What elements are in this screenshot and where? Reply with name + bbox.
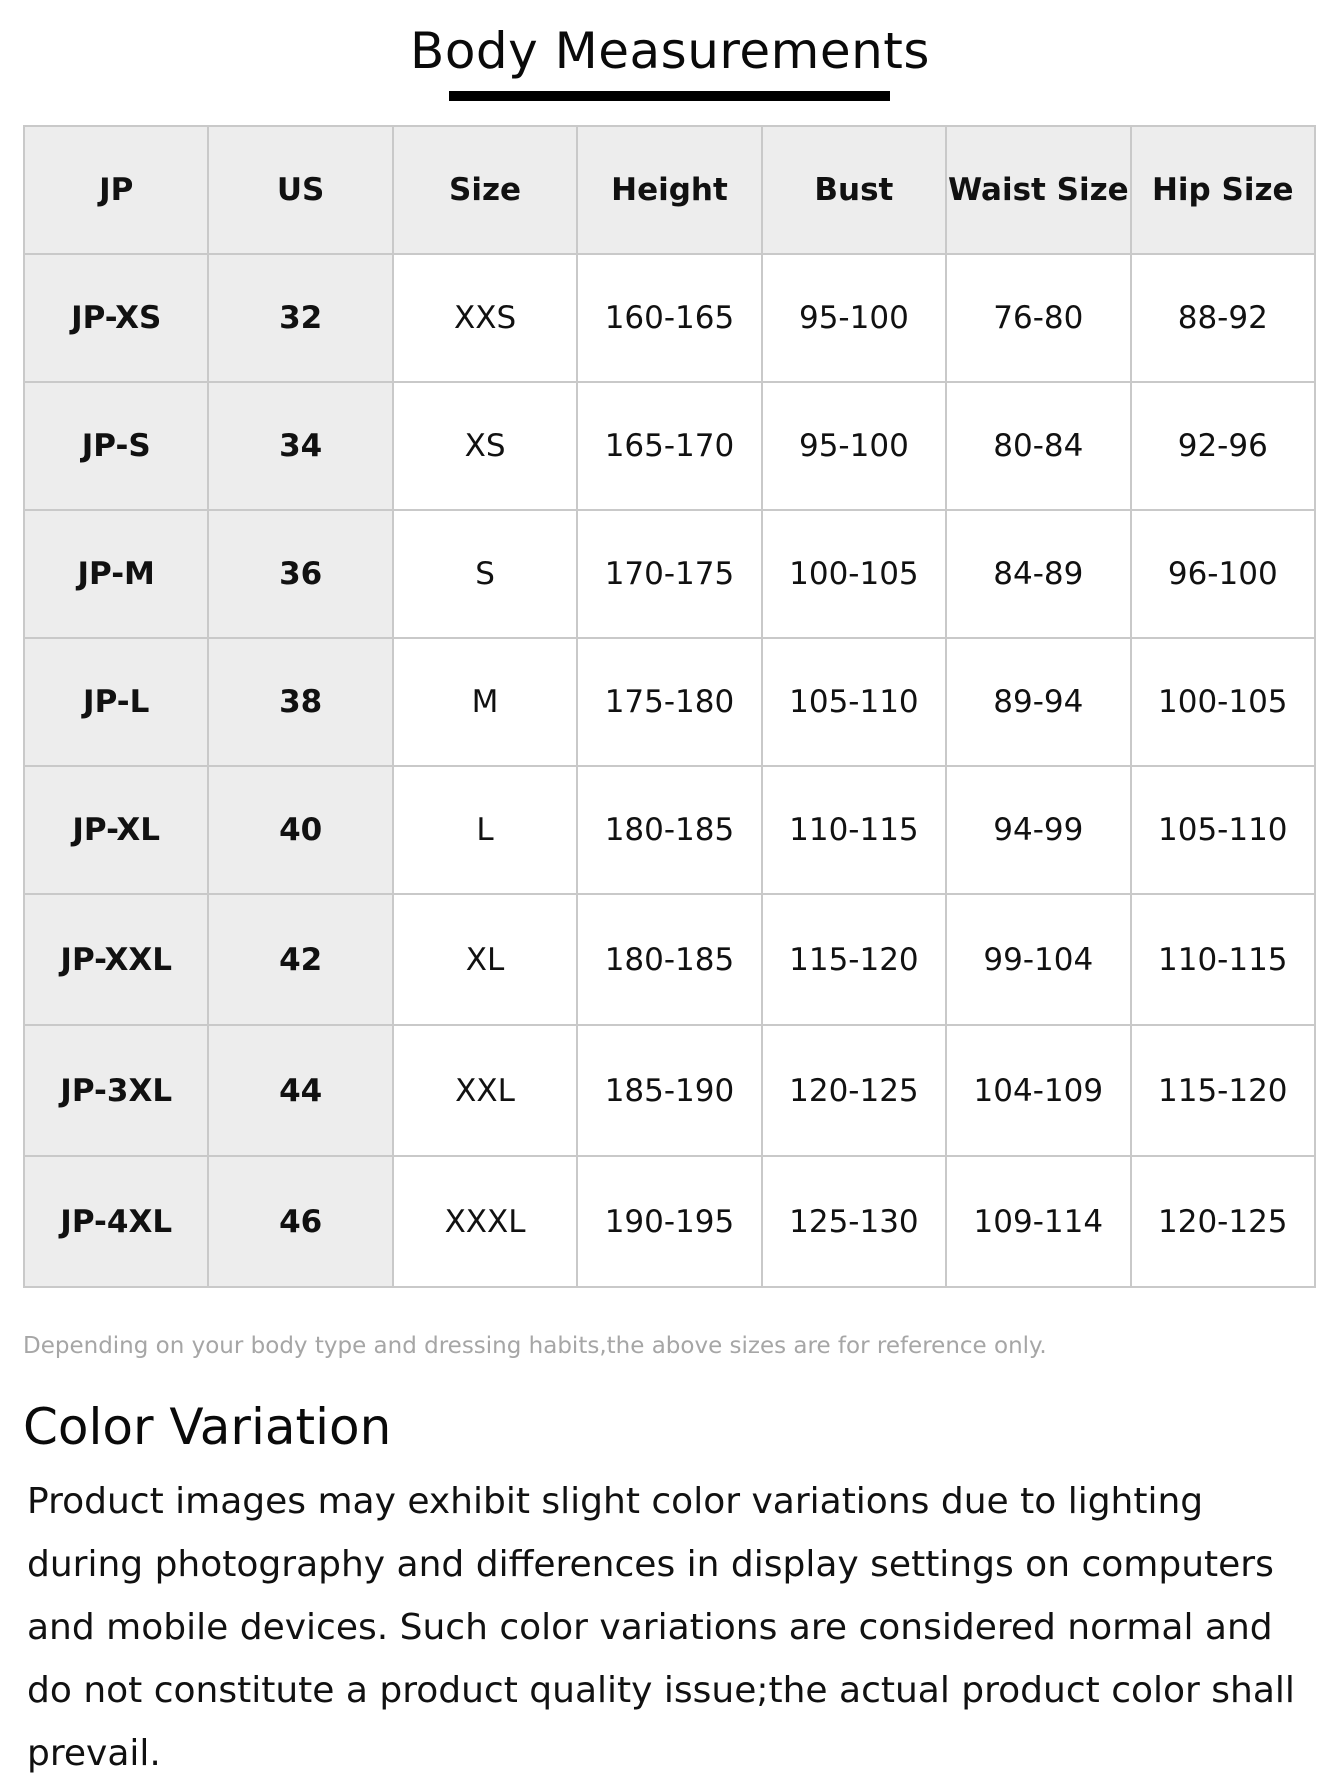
table-row: [24, 254, 1315, 382]
cell-waist: 89-94: [946, 638, 1130, 766]
table-row: [24, 510, 1315, 638]
cell-bust: 120-125: [762, 1025, 946, 1156]
cell-height: 180-185: [577, 766, 761, 894]
page-title: Body Measurements: [410, 22, 930, 80]
reference-note: Depending on your body type and dressing habits,the above sizes are for reference only.: [23, 1333, 1047, 1359]
cell-bust: 115-120: [762, 894, 946, 1025]
cell-us: 32: [208, 254, 392, 382]
cell-us: 38: [208, 638, 392, 766]
cell-size: XXL: [393, 1025, 577, 1156]
cell-jp: JP-4XL: [24, 1156, 208, 1287]
cell-waist: 109-114: [946, 1156, 1130, 1287]
cell-hip: 92-96: [1131, 382, 1315, 510]
cell-waist: 104-109: [946, 1025, 1130, 1156]
header-jp: JP: [24, 126, 208, 254]
cell-height: 170-175: [577, 510, 761, 638]
cell-size: S: [393, 510, 577, 638]
cell-us: 40: [208, 766, 392, 894]
header-hip-size: Hip Size: [1131, 126, 1315, 254]
color-variation-heading: Color Variation: [23, 1398, 392, 1456]
cell-size: XL: [393, 894, 577, 1025]
cell-bust: 110-115: [762, 766, 946, 894]
title-underline: [449, 91, 890, 101]
cell-hip: 105-110: [1131, 766, 1315, 894]
header-height: Height: [577, 126, 761, 254]
cell-height: 190-195: [577, 1156, 761, 1287]
cell-size: XS: [393, 382, 577, 510]
cell-height: 185-190: [577, 1025, 761, 1156]
cell-hip: 115-120: [1131, 1025, 1315, 1156]
table-row: [24, 1156, 1315, 1287]
table-row: [24, 766, 1315, 894]
cell-size: L: [393, 766, 577, 894]
cell-jp: JP-S: [24, 382, 208, 510]
header-us: US: [208, 126, 392, 254]
cell-us: 44: [208, 1025, 392, 1156]
cell-height: 180-185: [577, 894, 761, 1025]
cell-bust: 95-100: [762, 254, 946, 382]
table-row: [24, 1025, 1315, 1156]
cell-waist: 84-89: [946, 510, 1130, 638]
cell-waist: 76-80: [946, 254, 1130, 382]
cell-bust: 100-105: [762, 510, 946, 638]
cell-size: M: [393, 638, 577, 766]
cell-hip: 88-92: [1131, 254, 1315, 382]
cell-us: 46: [208, 1156, 392, 1287]
cell-jp: JP-XS: [24, 254, 208, 382]
cell-hip: 120-125: [1131, 1156, 1315, 1287]
cell-hip: 96-100: [1131, 510, 1315, 638]
cell-size: XXS: [393, 254, 577, 382]
cell-jp: JP-XXL: [24, 894, 208, 1025]
cell-hip: 110-115: [1131, 894, 1315, 1025]
cell-jp: JP-M: [24, 510, 208, 638]
cell-hip: 100-105: [1131, 638, 1315, 766]
header-size: Size: [393, 126, 577, 254]
cell-bust: 95-100: [762, 382, 946, 510]
cell-size: XXXL: [393, 1156, 577, 1287]
cell-height: 165-170: [577, 382, 761, 510]
table-header-row: [24, 126, 1315, 254]
cell-us: 34: [208, 382, 392, 510]
cell-us: 42: [208, 894, 392, 1025]
header-waist-size: Waist Size: [946, 126, 1130, 254]
cell-bust: 125-130: [762, 1156, 946, 1287]
table-row: [24, 638, 1315, 766]
header-bust: Bust: [762, 126, 946, 254]
cell-height: 175-180: [577, 638, 761, 766]
cell-waist: 94-99: [946, 766, 1130, 894]
cell-us: 36: [208, 510, 392, 638]
color-variation-text: Product images may exhibit slight color variations due to lighting during photography and differences in display settings on computers and mobile devices. Such color variations are considered normal and do not constitute a product quality issue;the actual product color shall prevail.: [27, 1481, 1295, 1774]
cell-jp: JP-XL: [24, 766, 208, 894]
cell-waist: 99-104: [946, 894, 1130, 1025]
cell-bust: 105-110: [762, 638, 946, 766]
size-chart-table: [23, 125, 1316, 1288]
cell-height: 160-165: [577, 254, 761, 382]
table-row: [24, 382, 1315, 510]
table-row: [24, 894, 1315, 1025]
cell-jp: JP-3XL: [24, 1025, 208, 1156]
cell-jp: JP-L: [24, 638, 208, 766]
cell-waist: 80-84: [946, 382, 1130, 510]
